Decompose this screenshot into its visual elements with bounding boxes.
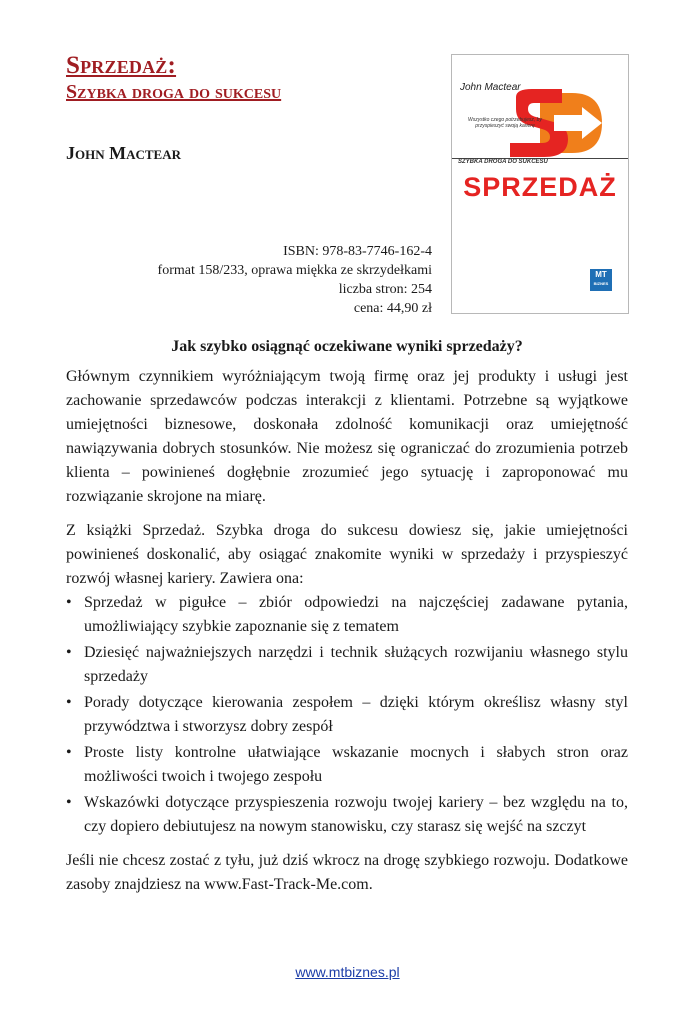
- publisher-logo-text: MT: [595, 270, 607, 279]
- bullet-icon: •: [66, 594, 72, 611]
- isbn: ISBN: 978-83-7746-162-4: [283, 244, 432, 259]
- list-item-text: Porady dotyczące kierowania zespołem – dzięki którym określisz własny styl przywództwa i stworzysz dobry zespół: [84, 694, 628, 735]
- bullet-icon: •: [66, 794, 72, 811]
- list-item-text: Sprzedaż w pigułce – zbiór odpowiedzi na najczęściej zadawane pytania, umożliwiający szybkie zapoznanie się z tematem: [84, 594, 628, 635]
- publisher-website-link[interactable]: www.mtbiznes.pl: [295, 964, 400, 980]
- cover-series-label: SZYBKA DROGA DO SUKCESU: [458, 159, 548, 165]
- title-block: [66, 52, 406, 104]
- bullet-icon: •: [66, 744, 72, 761]
- page-count: liczba stron: 254: [338, 282, 432, 297]
- list-item-text: Proste listy kontrolne ułatwiające wskazanie mocnych i słabych stron oraz możliwości twoich i twojego zespołu: [84, 744, 628, 785]
- book-title: Sprzedaż:: [66, 52, 177, 79]
- list-item-text: Dziesięć najważniejszych narzędzi i technik służących rozwijaniu własnego stylu sprzedaży: [84, 644, 628, 685]
- description-body: [66, 365, 628, 907]
- format: format 158/233, oprawa miękka ze skrzydełkami: [157, 263, 432, 278]
- cover-author: John Mactear: [460, 82, 521, 93]
- paragraph: Z książki Sprzedaż. Szybka droga do sukcesu dowiesz się, jakie umiejętności powinieneś doskonalić, aby osiągać znakomite wyniki w sprzedaży i przyspieszyć rozwój własnej kariery. Zawiera ona:: [66, 522, 628, 587]
- book-cover-image: [451, 54, 629, 314]
- feature-list: [66, 591, 628, 839]
- cover-tagline: Wszystko czego potrzebujesz, by przyspieszyć swoją karierę: [468, 117, 542, 129]
- list-item: [66, 741, 628, 789]
- paragraph: Głównym czynnikiem wyróżniającym twoją firmę oraz jej produkty i usługi jest zachowanie sprzedawców podczas interakcji z klientami. Potrzebne są wyjątkowe umiejętności biznesowe, doskonała zdolność komunikacji oraz umiejętność nawiązywania dobrych stosunków. Nie możesz się ograniczać do zrozumienia potrzeb klienta – powinieneś dogłębnie zrozumieć jego sytuację i zaproponować mu rozwiązanie skrojone na miarę.: [66, 368, 628, 505]
- book-metadata: [120, 242, 432, 318]
- list-item: [66, 791, 628, 839]
- list-item: [66, 691, 628, 739]
- closing-paragraph: Jeśli nie chcesz zostać z tyłu, już dziś wkrocz na drogę szybkiego rozwoju. Dodatkowe zasoby znajdziesz na www.Fast-Track-Me.com.: [66, 852, 628, 893]
- publisher-logo-subtext: BIZNES: [593, 281, 609, 286]
- bullet-icon: •: [66, 694, 72, 711]
- price: cena: 44,90 zł: [353, 301, 432, 316]
- cover-title: SPRZEDAŻ: [463, 172, 617, 202]
- bullet-icon: •: [66, 644, 72, 661]
- list-item-text: Wskazówki dotyczące przyspieszenia rozwoju twojej kariery – bez względu na to, czy dopiero debiutujesz na nowym stanowisku, czy starasz się wejść na szczyt: [84, 794, 628, 835]
- section-question: Jak szybko osiągnąć oczekiwane wyniki sprzedaży?: [171, 338, 523, 355]
- book-author: John Mactear: [66, 143, 181, 163]
- list-item: [66, 591, 628, 639]
- publisher-logo: [590, 269, 612, 291]
- list-item: [66, 641, 628, 689]
- book-subtitle: Szybka droga do sukcesu: [66, 81, 282, 103]
